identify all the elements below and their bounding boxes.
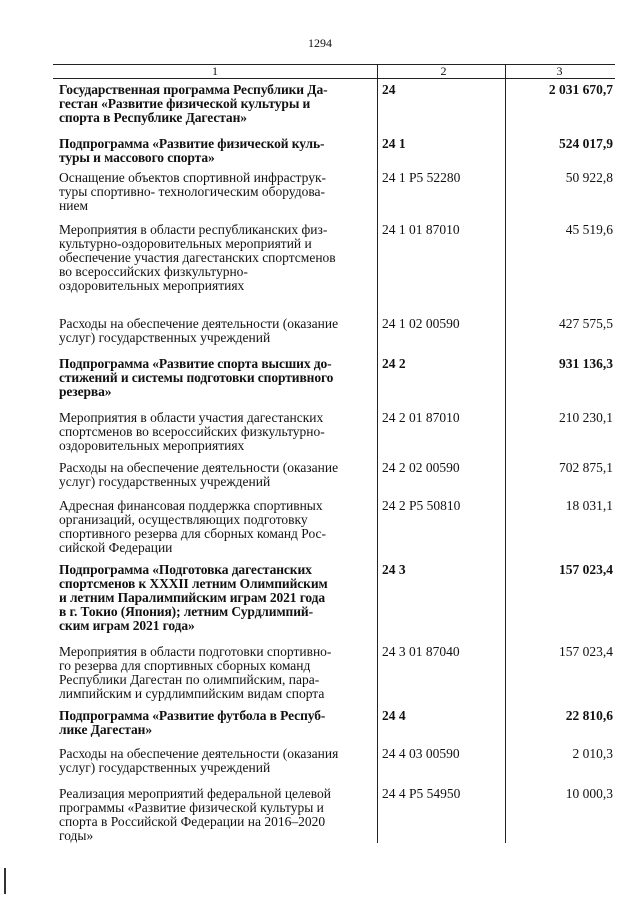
- table-row: [53, 743, 615, 783]
- budget-table: [53, 64, 615, 843]
- table-row: [53, 495, 615, 559]
- table-row: [53, 407, 615, 457]
- row-code: 24 2 01 87010: [377, 407, 505, 457]
- row-amount: 427 575,5: [505, 313, 615, 353]
- row-code: 24 4 03 00590: [377, 743, 505, 783]
- row-amount: 45 519,6: [505, 219, 615, 313]
- table-row: [53, 559, 615, 641]
- row-description: Расходы на обеспечение деятельности (оказание услуг) государственных учреждений: [59, 316, 339, 345]
- row-description: Реализация мероприятий федеральной целевой программы «Развитие физической культуры и спорта в Российской Федерации на 2016–2020 годы»: [59, 786, 332, 843]
- table-row: [53, 313, 615, 353]
- table-row: [53, 457, 615, 495]
- row-amount: 18 031,1: [505, 495, 615, 559]
- row-amount: 50 922,8: [505, 167, 615, 219]
- row-description: Мероприятия в области участия дагестанских спортсменов во всероссийских физкультурно- оздоровительных мероприятиях: [59, 410, 325, 453]
- row-code: 24 2: [377, 353, 505, 407]
- row-amount: 157 023,4: [505, 559, 615, 641]
- row-code: 24 4 P5 54950: [377, 783, 505, 843]
- table-row: [53, 783, 615, 843]
- row-description: Подпрограмма «Подготовка дагестанских спортсменов к XXXII летним Олимпийским и летним Паралимпийским играм 2021 года в г. Токио (Япония); летним Сурдлимпий- ским играм 2021 года»: [59, 562, 328, 633]
- row-code: 24 2 P5 50810: [377, 495, 505, 559]
- margin-mark: [4, 868, 6, 894]
- row-amount: 702 875,1: [505, 457, 615, 495]
- row-amount: 2 010,3: [505, 743, 615, 783]
- column-header-3: 3: [505, 65, 615, 78]
- row-amount: 157 023,4: [505, 641, 615, 705]
- page-number: 1294: [308, 36, 332, 50]
- row-amount: 524 017,9: [505, 133, 615, 167]
- row-description: Подпрограмма «Развитие физической куль- туры и массового спорта»: [59, 136, 325, 165]
- table-row: [53, 79, 615, 133]
- row-amount: 10 000,3: [505, 783, 615, 843]
- row-description: Подпрограмма «Развитие футбола в Респуб- лике Дагестан»: [59, 708, 326, 737]
- column-header-2: 2: [377, 65, 505, 78]
- table-row: [53, 353, 615, 407]
- table-row: [53, 133, 615, 167]
- table-row: [53, 641, 615, 705]
- row-description: Мероприятия в области подготовки спортивно- го резерва для спортивных сборных команд Республики Дагестан по олимпийским, пара- лимпийским и сурдлимпийским видам спорта: [59, 644, 332, 701]
- row-amount: 931 136,3: [505, 353, 615, 407]
- row-code: 24: [377, 79, 505, 133]
- row-description: Подпрограмма «Развитие спорта высших до- стижений и системы подготовки спортивного резерва»: [59, 356, 334, 399]
- row-code: 24 4: [377, 705, 505, 743]
- table-row: [53, 705, 615, 743]
- table-header-row: [53, 65, 615, 79]
- row-code: 24 1: [377, 133, 505, 167]
- row-description: Мероприятия в области республиканских физ- культурно-оздоровительных мероприятий и обеспечение участия дагестанских спортсменов во всероссийских физкультурно- оздоровительных мероприятиях: [59, 222, 336, 293]
- table-body: [53, 79, 615, 843]
- row-description: Оснащение объектов спортивной инфраструк- туры спортивно- технологическим оборудова- нием: [59, 170, 327, 213]
- row-description: Расходы на обеспечение деятельности (оказание услуг) государственных учреждений: [59, 460, 339, 489]
- row-code: 24 1 01 87010: [377, 219, 505, 313]
- column-header-1: 1: [212, 64, 218, 78]
- row-description: Расходы на обеспечение деятельности (оказания услуг) государственных учреждений: [59, 746, 339, 775]
- row-code: 24 1 P5 52280: [377, 167, 505, 219]
- row-code: 24 3: [377, 559, 505, 641]
- table-row: [53, 167, 615, 219]
- row-amount: 2 031 670,7: [505, 79, 615, 133]
- row-amount: 22 810,6: [505, 705, 615, 743]
- row-amount: 210 230,1: [505, 407, 615, 457]
- row-code: 24 1 02 00590: [377, 313, 505, 353]
- row-code: 24 2 02 00590: [377, 457, 505, 495]
- row-description: Государственная программа Республики Да- гестан «Развитие физической культуры и спорта в Республике Дагестан»: [59, 82, 328, 125]
- row-code: 24 3 01 87040: [377, 641, 505, 705]
- table-row: [53, 219, 615, 313]
- row-description: Адресная финансовая поддержка спортивных организаций, осуществляющих подготовку спортивного резерва для сборных команд Рос- сийской Федерации: [59, 498, 327, 555]
